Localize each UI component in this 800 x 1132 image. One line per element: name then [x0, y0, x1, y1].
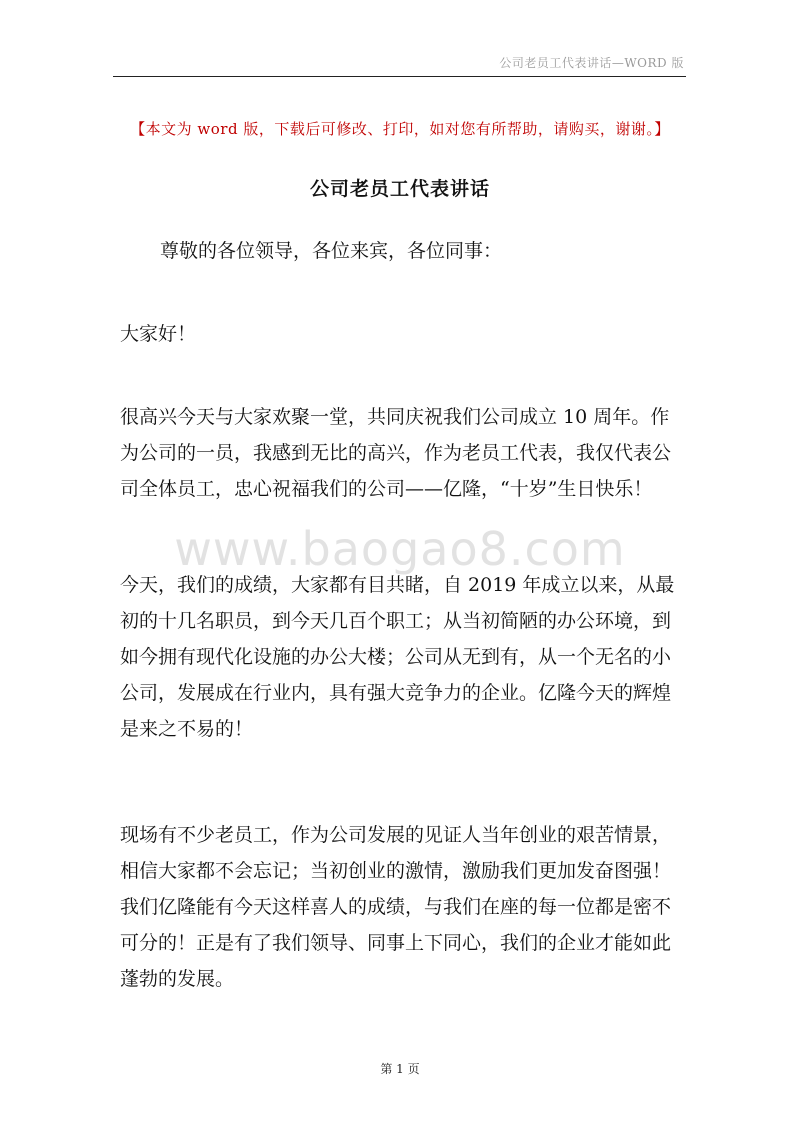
- purchase-notice: 【本文为 word 版，下载后可修改、打印，如对您有所帮助，请购买，谢谢。】: [130, 120, 670, 138]
- paragraph: 今天，我们的成绩，大家都有目共睹，自 2019 年成立以来，从最初的十几名职员，到今天几百个职工；从当初简陋的办公环境，到如今拥有现代化设施的办公大楼；公司从无到有，从一个无名的小公司，发展成在行业内，具有强大竞争力的企业。亿隆今天的辉煌是来之不易的！: [120, 574, 675, 740]
- running-header: 公司老员工代表讲话—WORD 版: [499, 56, 684, 70]
- header-divider: [113, 76, 686, 77]
- paragraph: 现场有不少老员工，作为公司发展的见证人当年创业的艰苦情景，相信大家都不会忘记；当初创业的激情，激励我们更加发奋图强！我们亿隆能有今天这样喜人的成绩，与我们在座的每一位都是密不可分的！正是有了我们领导、同事上下同心，我们的企业才能如此蓬勃的发展。: [120, 824, 672, 990]
- paragraph: 很高兴今天与大家欢聚一堂，共同庆祝我们公司成立 10 周年。作为公司的一员，我感到无比的高兴，作为老员工代表，我仅代表公司全体员工，忠心祝福我们的公司——亿隆，“十岁”生日快乐！: [120, 406, 672, 500]
- watermark: www.baogao8.com: [174, 522, 626, 576]
- salutation: 尊敬的各位领导，各位来宾，各位同事：: [160, 240, 503, 262]
- document-title: 公司老员工代表讲话: [309, 178, 490, 200]
- page-number: 第 1 页: [380, 1062, 420, 1076]
- greeting: 大家好！: [120, 323, 197, 345]
